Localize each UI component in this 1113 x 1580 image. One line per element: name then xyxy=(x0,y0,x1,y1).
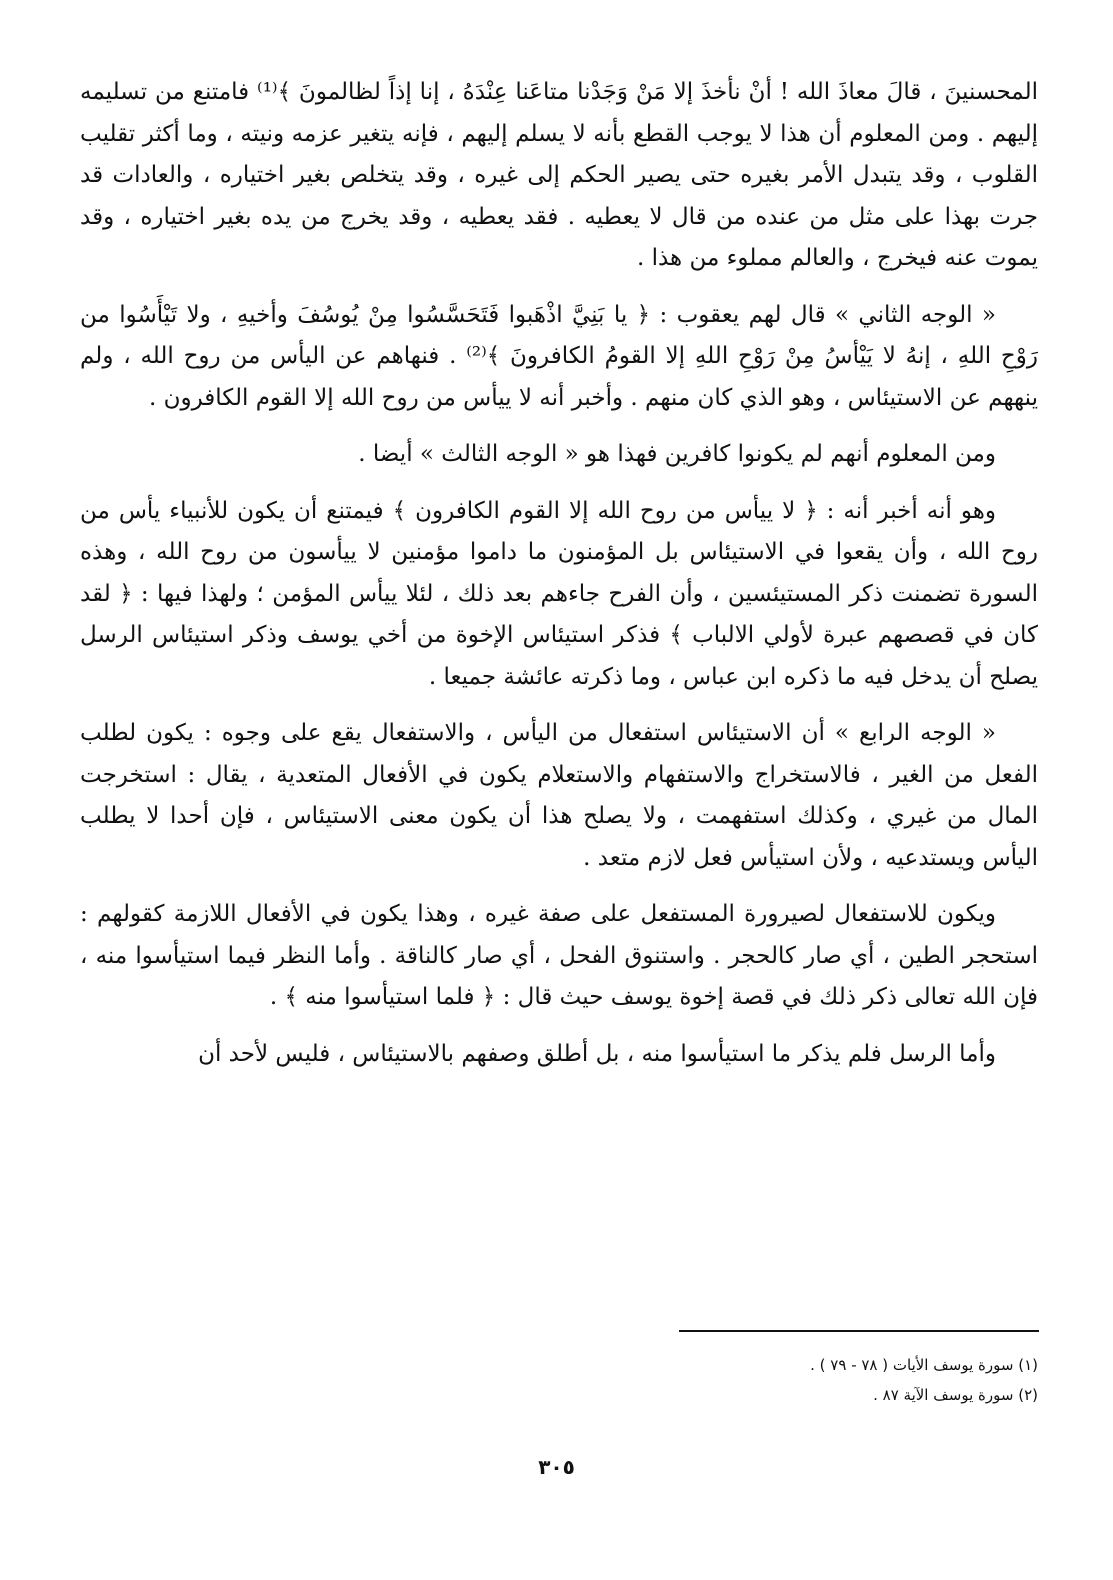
paragraph-3: ومن المعلوم أنهم لم يكونوا كافرين فهذا هو « الوجه الثالث » أيضا . xyxy=(358,441,996,467)
paragraph-gap xyxy=(80,879,1038,894)
footnotes xyxy=(80,1350,1038,1410)
footnote-1: (١) سورة يوسف الأيات ( ٧٨ - ٧٩ ) . xyxy=(810,1356,1038,1374)
paragraph-gap xyxy=(80,698,1038,713)
paragraph-7: وأما الرسل فلم يذكر ما استيأسوا منه ، بل أطلق وصفهم بالاستيئاس ، فليس لأحد أن xyxy=(198,1040,996,1067)
page-body xyxy=(80,72,1038,1075)
page-number: ٣٠٥ xyxy=(538,1455,575,1479)
paragraph-2: « الوجه الثاني » قال لهم يعقوب : ﴿ يا بَنِيَّ اذْهَبوا فَتَحَسَّسُوا مِنْ يُوسُفَ وأخيهِ ، ولا تَيْأَسُوا من رَوْحِ اللهِ ، إنهُ لا يَيْأسُ مِنْ رَوْحِ اللهِ إلا القومُ الكافرونَ ﴾⁽²⁾ . فنهاهم عن اليأس من روح الله ، ولم ينههم عن الاستيئاس ، وهو الذي كان منهم . وأخبر أنه لا ييأس من روح الله إلا القوم الكافرون . xyxy=(80,301,1038,411)
paragraph-1: المحسنينَ ، قالَ معاذَ الله ! أنْ نأخذَ إلا مَنْ وَجَدْنا متاعَنا عِنْدَهُ ، إنا إذاً لظالمونَ ﴾⁽¹⁾ فامتنع من تسليمه إليهم . ومن المعلوم أن هذا لا يوجب القطع بأنه لا يسلم إليهم ، فإنه يتغير عزمه ونيته ، وما أكثر تقليب القلوب ، وقد يتبدل الأمر بغيره حتى يصير الحكم إلى غيره ، وقد يتخلص بغير اختياره ، والعادات قد جرت بهذا على مثل من عنده من قال لا يعطيه . فقد يعطيه ، وقد يخرج من يده بغير اختياره ، وقد يموت عنه فيخرج ، والعالم مملوء من هذا . xyxy=(80,79,1038,271)
paragraph-gap xyxy=(80,280,1038,295)
footnote-separator xyxy=(679,1330,1039,1332)
paragraph-gap xyxy=(80,419,1038,434)
paragraph-4: وهو أنه أخبر أنه : ﴿ لا ييأس من روح الله إلا القوم الكافرون ﴾ فيمتنع أن يكون للأنبياء يأس من روح الله ، وأن يقعوا في الاستيئاس بل المؤمنون ما داموا مؤمنين لا ييأسون من روح الله ، وهذه السورة تضمنت ذكر المستيئسين ، وأن الفرح جاءهم بعد ذلك ، لئلا ييأس المؤمن ؛ ولهذا فيها : ﴿ لقد كان في قصصهم عبرة لأولي الالباب ﴾ فذكر استيئاس الإخوة من أخي يوسف وذكر استيئاس الرسل يصلح أن يدخل فيه ما ذكره ابن عباس ، وما ذكرته عائشة جميعا . xyxy=(80,497,1038,690)
paragraph-6: ويكون للاستفعال لصيرورة المستفعل على صفة غيره ، وهذا يكون في الأفعال اللازمة كقولهم : استحجر الطين ، أي صار كالحجر . واستنوق الفحل ، أي صار كالناقة . وأما النظر فيما استيأسوا منه ، فإن الله تعالى ذكر ذلك في قصة إخوة يوسف حيث قال : ﴿ فلما استيأسوا منه ﴾ . xyxy=(80,901,1038,1010)
paragraph-gap xyxy=(80,1019,1038,1034)
footnote-2: (٢) سورة يوسف الآية ٨٧ . xyxy=(873,1386,1038,1404)
paragraph-5: « الوجه الرابع » أن الاستيئاس استفعال من اليأس ، والاستفعال يقع على وجوه : يكون لطلب الفعل من الغير ، فالاستخراج والاستفهام والاستعلام يكون في الأفعال المتعدية ، يقال : استخرجت المال من غيري ، وكذلك استفهمت ، ولا يصلح هذا أن يكون معنى الاستيئاس ، فإن أحدا لا يطلب اليأس ويستدعيه ، ولأن استيأس فعل لازم متعد . xyxy=(80,720,1038,871)
paragraph-gap xyxy=(80,476,1038,491)
